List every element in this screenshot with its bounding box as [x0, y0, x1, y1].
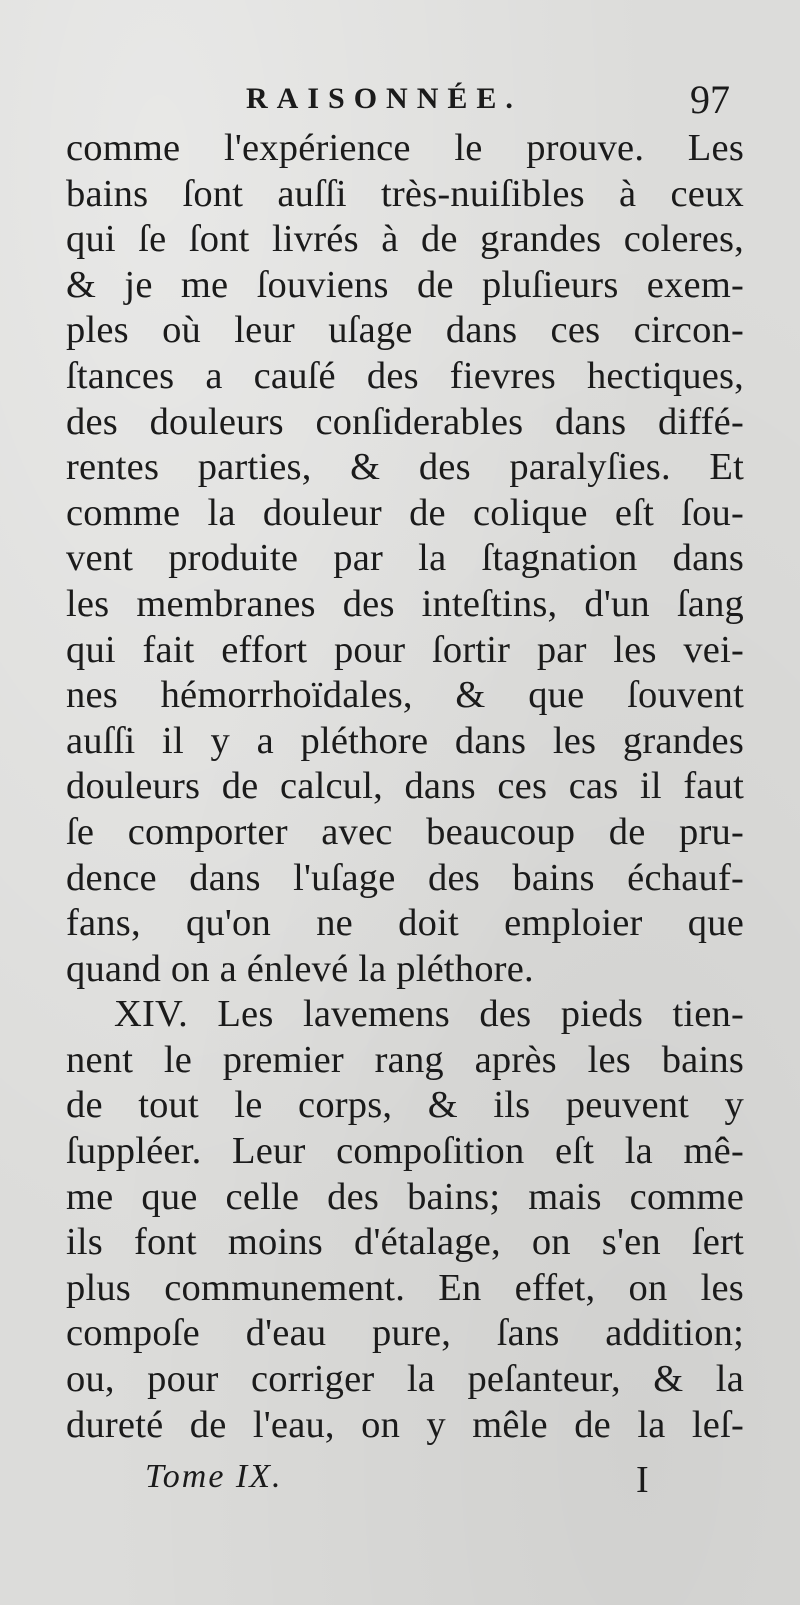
page-number: 97 [690, 77, 730, 122]
text-line: dence dans l'uſage des bains échauf- [66, 856, 744, 899]
text-line: nent le premier rang après les bains [66, 1038, 744, 1081]
text-line: vent produite par la ſtagnation dans [66, 537, 744, 580]
text-line: quand on a énlevé la pléthore. [66, 947, 534, 990]
body-text [66, 126, 744, 1448]
volume-label: Tome IX. [145, 1458, 283, 1495]
page-footer [0, 1458, 800, 1508]
text-line: ples où leur uſage dans ces circon- [66, 309, 744, 352]
text-line: comme l'expérience le prouve. Les [66, 127, 744, 169]
running-head [0, 76, 800, 126]
text-line: me que celle des bains; mais comme [66, 1175, 744, 1218]
text-line: bains ſont auſſi très-nuiſibles à ceux [66, 172, 744, 215]
text-line: ſtances a cauſé des fievres hectiques, [66, 354, 744, 397]
text-line: les membranes des inteſtins, d'un ſang [66, 582, 744, 625]
text-line: rentes parties, & des paralyſies. Et [66, 446, 744, 489]
text-line: de tout le corps, & ils peuvent y [66, 1084, 744, 1127]
running-title: RAISONNÉE. [246, 82, 522, 115]
text-line: ſuppléer. Leur compoſition eſt la mê- [66, 1130, 744, 1173]
section-heading-line: XIV. Les lavemens des pieds tien- [114, 993, 744, 1036]
text-line: ils font moins d'étalage, on s'en ſert [66, 1221, 744, 1264]
text-line: & je me ſouviens de pluſieurs exem- [66, 263, 744, 306]
text-line: douleurs de calcul, dans ces cas il faut [66, 765, 744, 808]
text-line: compoſe d'eau pure, ſans addition; [66, 1312, 744, 1355]
text-line: dureté de l'eau, on y mêle de la leſ- [66, 1403, 744, 1446]
text-line: auſſi il y a pléthore dans les grandes [66, 719, 744, 762]
text-line: plus communement. En effet, on les [66, 1266, 744, 1309]
text-line: qui fait effort pour ſortir par les vei- [66, 628, 744, 671]
text-line: des douleurs conſiderables dans diffé- [66, 400, 744, 443]
text-line: comme la douleur de colique eſt ſou- [66, 491, 744, 534]
text-line: ou, pour corriger la peſanteur, & la [66, 1358, 744, 1401]
text-line: fans, qu'on ne doit emploier que [66, 902, 744, 945]
text-line: qui ſe ſont livrés à de grandes coleres, [66, 218, 744, 261]
text-line: nes hémorrhoïdales, & que ſouvent [66, 674, 744, 717]
signature-mark: I [636, 1459, 649, 1501]
text-line: ſe comporter avec beaucoup de pru- [66, 810, 744, 853]
